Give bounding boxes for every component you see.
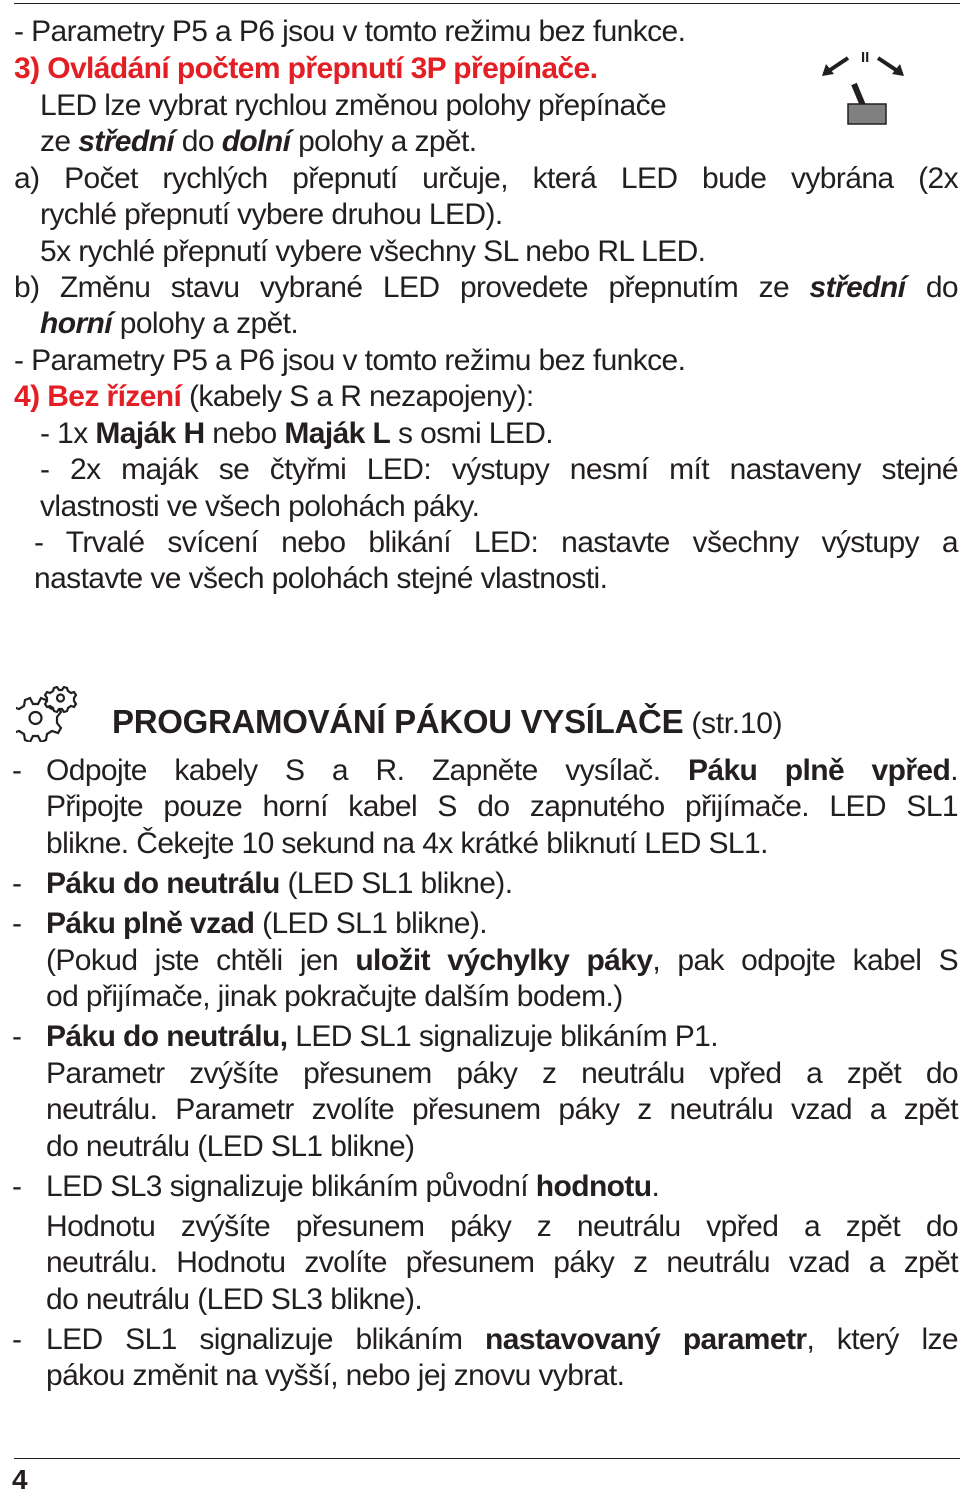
footer-rule	[14, 1458, 960, 1459]
switch-mark: II	[861, 49, 870, 66]
text-line: Hodnotu zvýšíte přesunem páky z neutrálu vpřed a zpět do	[46, 1210, 958, 1243]
text-line: LED lze vybrat rychlou změnou polohy přepínače	[40, 89, 667, 122]
list-item: LED SL3 signalizuje blikáním původní hodnotu.	[46, 1170, 660, 1203]
text-line: neutrálu. Parametr zvolíte přesunem páky z neutrálu vzad a zpět	[46, 1093, 958, 1126]
text-line: - 1x Maják H nebo Maják L s osmi LED.	[40, 417, 554, 450]
text-line: 4) Bez řízení (kabely S a R nezapojeny):	[14, 380, 534, 413]
text-line: do neutrálu (LED SL3 blikne).	[46, 1283, 423, 1316]
list-bullet: -	[12, 867, 22, 900]
text-line: horní polohy a zpět.	[40, 307, 299, 340]
text-line: do neutrálu (LED SL1 blikne)	[46, 1130, 415, 1163]
text-line: 5x rychlé přepnutí vybere všechny SL nebo RL LED.	[40, 235, 706, 268]
text-line: od přijímače, jinak pokračujte dalším bodem.)	[46, 980, 623, 1013]
list-item: Páku do neutrálu (LED SL1 blikne).	[46, 867, 513, 900]
page-number: 4	[12, 1464, 28, 1495]
text-line: - 2x maják se čtyřmi LED: výstupy nesmí mít nastaveny stejné	[40, 453, 958, 486]
mode-4-heading: 4) Bez řízení	[14, 380, 182, 413]
list-item: LED SL1 signalizuje blikáním nastavovaný parametr, který lze	[46, 1323, 958, 1356]
text-line: - Trvalé svícení nebo blikání LED: nastavte všechny výstupy a	[34, 526, 958, 559]
page-reference: (str.10)	[683, 707, 783, 740]
section-title: PROGRAMOVÁNÍ PÁKOU VYSÍLAČE (str.10)	[112, 703, 783, 740]
list-bullet: -	[12, 1170, 22, 1203]
mode-3-heading: 3) Ovládání počtem přepnutí 3P přepínače.	[14, 52, 598, 85]
text-line: Připojte pouze horní kabel S do zapnutého přijímače. LED SL1	[46, 790, 958, 823]
list-item: Odpojte kabely S a R. Zapněte vysílač. Páku plně vpřed.	[46, 754, 958, 787]
text-line: (Pokud jste chtěli jen uložit výchylky páky, pak odpojte kabel S	[46, 944, 958, 977]
text-line: ze střední do dolní polohy a zpět.	[40, 125, 477, 158]
gears-icon	[16, 686, 80, 742]
list-bullet: -	[12, 907, 22, 940]
text-line: - Parametry P5 a P6 jsou v tomto režimu bez funkce.	[14, 344, 686, 377]
list-bullet: -	[12, 1020, 22, 1053]
text-line: pákou změnit na vyšší, nebo jej znovu vybrat.	[46, 1359, 625, 1392]
text-line: Parametr zvýšíte přesunem páky z neutrálu vpřed a zpět do	[46, 1057, 958, 1090]
list-item: Páku do neutrálu, LED SL1 signalizuje blikáním P1.	[46, 1020, 718, 1053]
text-line: nastavte ve všech polohách stejné vlastnosti.	[34, 562, 608, 595]
text-line: vlastnosti ve všech polohách páky.	[40, 490, 480, 523]
text-line: a) Počet rychlých přepnutí určuje, která LED bude vybrána (2x	[14, 162, 958, 195]
three-position-switch-icon	[818, 44, 910, 128]
list-item: Páku plně vzad (LED SL1 blikne).	[46, 907, 487, 940]
text-line: rychlé přepnutí vybere druhou LED).	[40, 198, 503, 231]
list-bullet: -	[12, 1323, 22, 1356]
list-bullet: -	[12, 754, 22, 787]
text-line: neutrálu. Hodnotu zvolíte přesunem páky z neutrálu vzad a zpět	[46, 1246, 958, 1279]
text-line: blikne. Čekejte 10 sekund na 4x krátké bliknutí LED SL1.	[46, 827, 768, 860]
text-line: - Parametry P5 a P6 jsou v tomto režimu bez funkce.	[14, 15, 686, 48]
text-line: b) Změnu stavu vybrané LED provedete přepnutím ze střední do	[14, 271, 958, 304]
top-rule	[14, 3, 960, 4]
